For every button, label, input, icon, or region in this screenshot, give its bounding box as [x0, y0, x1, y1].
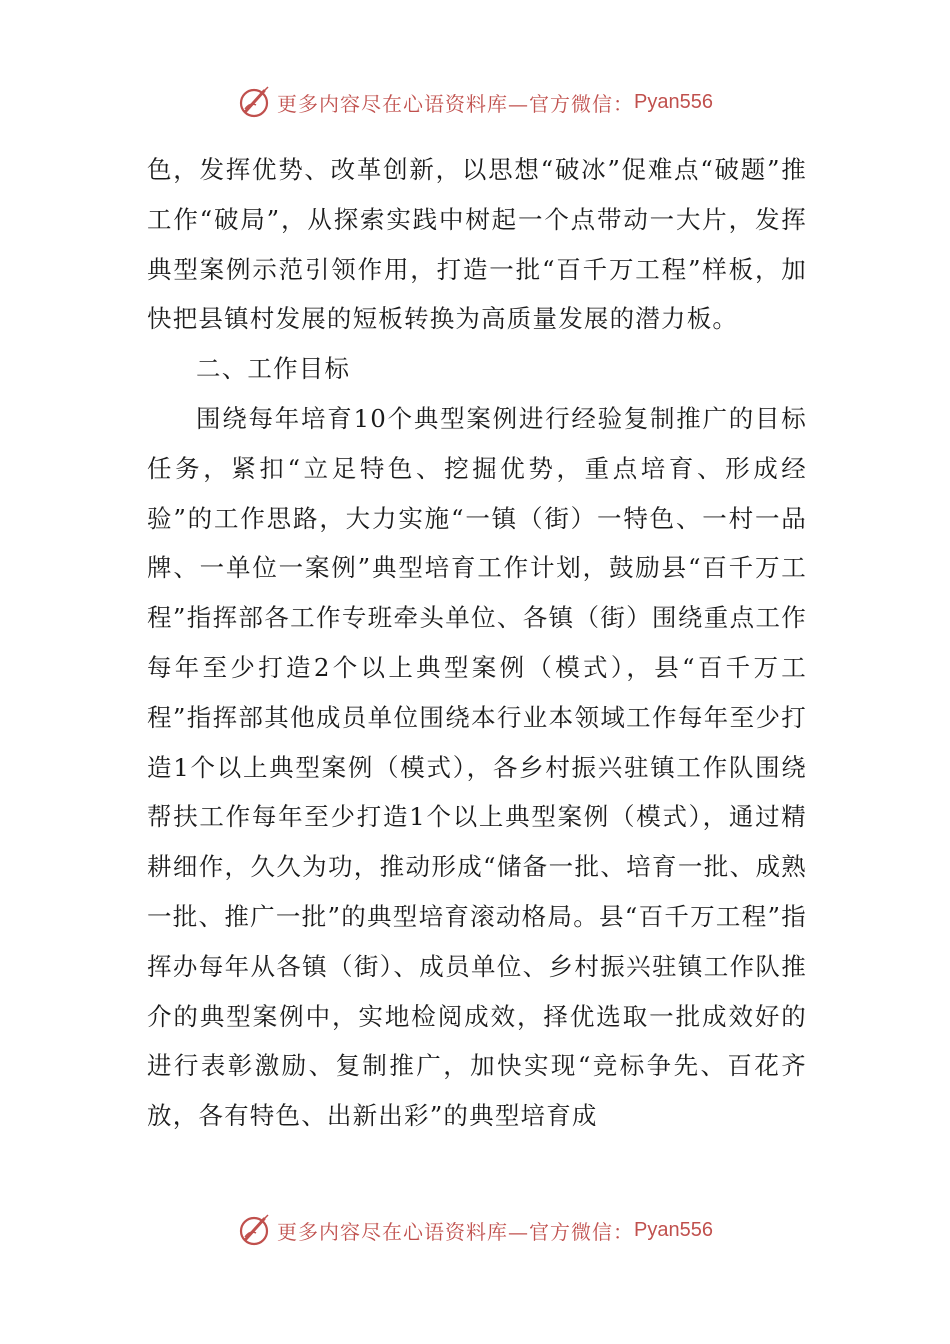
paragraph-goals: 围绕每年培育10个典型案例进行经验复制推广的目标任务，紧扣“立足特色、挖掘优势，重点培育、形成经验”的工作思路，大力实施“一镇（街）一特色、一村一品牌、一单位一案例”典型培育工作计划，鼓励县“百千万工程”指挥部各工作专班牵头单位、各镇（街）围绕重点工作每年至少打造2个以上典型案例（模式），县“百千万工程”指挥部其他成员单位围绕本行业本领域工作每年至少打造1个以上典型案例（模式），各乡村振兴驻镇工作队围绕帮扶工作每年至少打造1个以上典型案例（模式），通过精耕细作，久久为功，推动形成“储备一批、培育一批、成熟一批、推广一批”的典型培育滚动格局。县“百千万工程”指挥办每年从各镇（街）、成员单位、乡村振兴驻镇工作队推介的典型案例中，实地检阅成效，择优选取一批成效好的进行表彰激励、复制推广，加快实现“竞标争先、百花齐放，各有特色、出新出彩”的典型培育成 — [147, 403, 807, 1131]
section-heading: 二、工作目标 — [196, 354, 351, 384]
header-banner — [0, 82, 950, 122]
footer-banner — [0, 1210, 950, 1250]
wechat-id: Pyan556 — [634, 90, 713, 113]
paragraph-continuation: 色，发挥优势、改革创新，以思想“破冰”促难点“破题”推工作“破局”，从探索实践中树起一个点带动一大片，发挥典型案例示范引领作用，打造一批“百千万工程”样板，加快把县镇村发展的短板转换为高质量发展的潜力板。 — [147, 155, 807, 334]
pen-logo-icon — [237, 84, 273, 120]
banner-text: 更多内容尽在心语资料库—官方微信： — [277, 91, 635, 116]
pen-logo-icon — [237, 1212, 273, 1248]
document-body — [147, 145, 807, 1141]
banner-text: 更多内容尽在心语资料库—官方微信： — [277, 1219, 635, 1244]
wechat-id: Pyan556 — [634, 1218, 713, 1241]
